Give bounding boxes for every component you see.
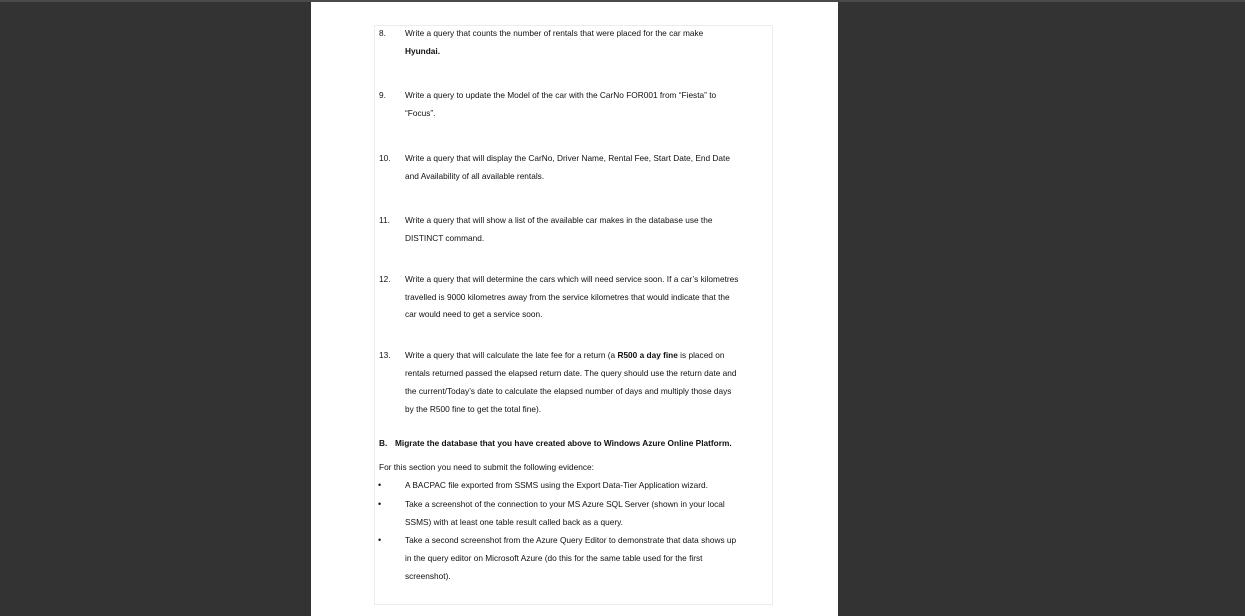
question-text: travelled is 9000 kilometres away from the service kilometres that would indicate that the: [405, 292, 730, 302]
question-text: Write a query to update the Model of the car with the CarNo FOR001 from “Fiesta” to: [405, 90, 717, 100]
question-number: 11.: [379, 215, 390, 225]
question-text: Write a query that will display the CarNo, Driver Name, Rental Fee, Start Date, End Date: [405, 153, 730, 163]
question-text-mixed: [405, 350, 724, 360]
question-text: Write a query that will determine the cars which will need service soon. If a car’s kilometres: [405, 274, 739, 284]
bullet-text: SSMS) with at least one table result called back as a query.: [405, 517, 623, 527]
bullet-icon: •: [378, 480, 382, 490]
question-text: by the R500 fine to get the total fine).: [405, 404, 542, 414]
section-intro: For this section you need to submit the following evidence:: [379, 462, 594, 472]
bullet-text: screenshot).: [405, 571, 451, 581]
section-title: Migrate the database that you have created above to Windows Azure Online Platform.: [395, 438, 732, 448]
question-number: 13.: [379, 350, 391, 360]
question-text: is placed on: [677, 350, 725, 360]
question-text: and Availability of all available rentals.: [405, 171, 545, 181]
bullet-icon: •: [378, 499, 382, 509]
bullet-icon: •: [378, 535, 382, 545]
section-letter: B.: [379, 438, 388, 448]
bullet-text: in the query editor on Microsoft Azure (do this for the same table used for the first: [405, 553, 703, 563]
question-number: 12.: [379, 274, 391, 284]
question-text: Write a query that counts the number of rentals that were placed for the car make: [405, 28, 704, 38]
bullet-text: Take a screenshot of the connection to your MS Azure SQL Server (shown in your local: [405, 499, 725, 509]
fine-amount-bold: R500 a day fine: [617, 350, 678, 360]
question-text-bold: Hyundai.: [405, 46, 441, 56]
question-number: 8.: [379, 28, 386, 38]
bullet-text: A BACPAC file exported from SSMS using the Export Data-Tier Application wizard.: [405, 480, 708, 490]
document-page: [311, 2, 838, 616]
question-text: Write a query that will calculate the late fee for a return (a: [405, 350, 618, 360]
question-text: the current/Today’s date to calculate the elapsed number of days and multiply those days: [405, 386, 732, 396]
question-number: 10.: [379, 153, 391, 163]
question-text: rentals returned passed the elapsed return date. The query should use the return date and: [405, 368, 737, 378]
question-text: car would need to get a service soon.: [405, 309, 543, 319]
bullet-text: Take a second screenshot from the Azure Query Editor to demonstrate that data shows up: [405, 535, 737, 545]
question-text: “Focus”.: [405, 108, 436, 118]
question-text: DISTINCT command.: [405, 233, 485, 243]
question-number: 9.: [379, 90, 386, 100]
question-text: Write a query that will show a list of the available car makes in the database use the: [405, 215, 713, 225]
